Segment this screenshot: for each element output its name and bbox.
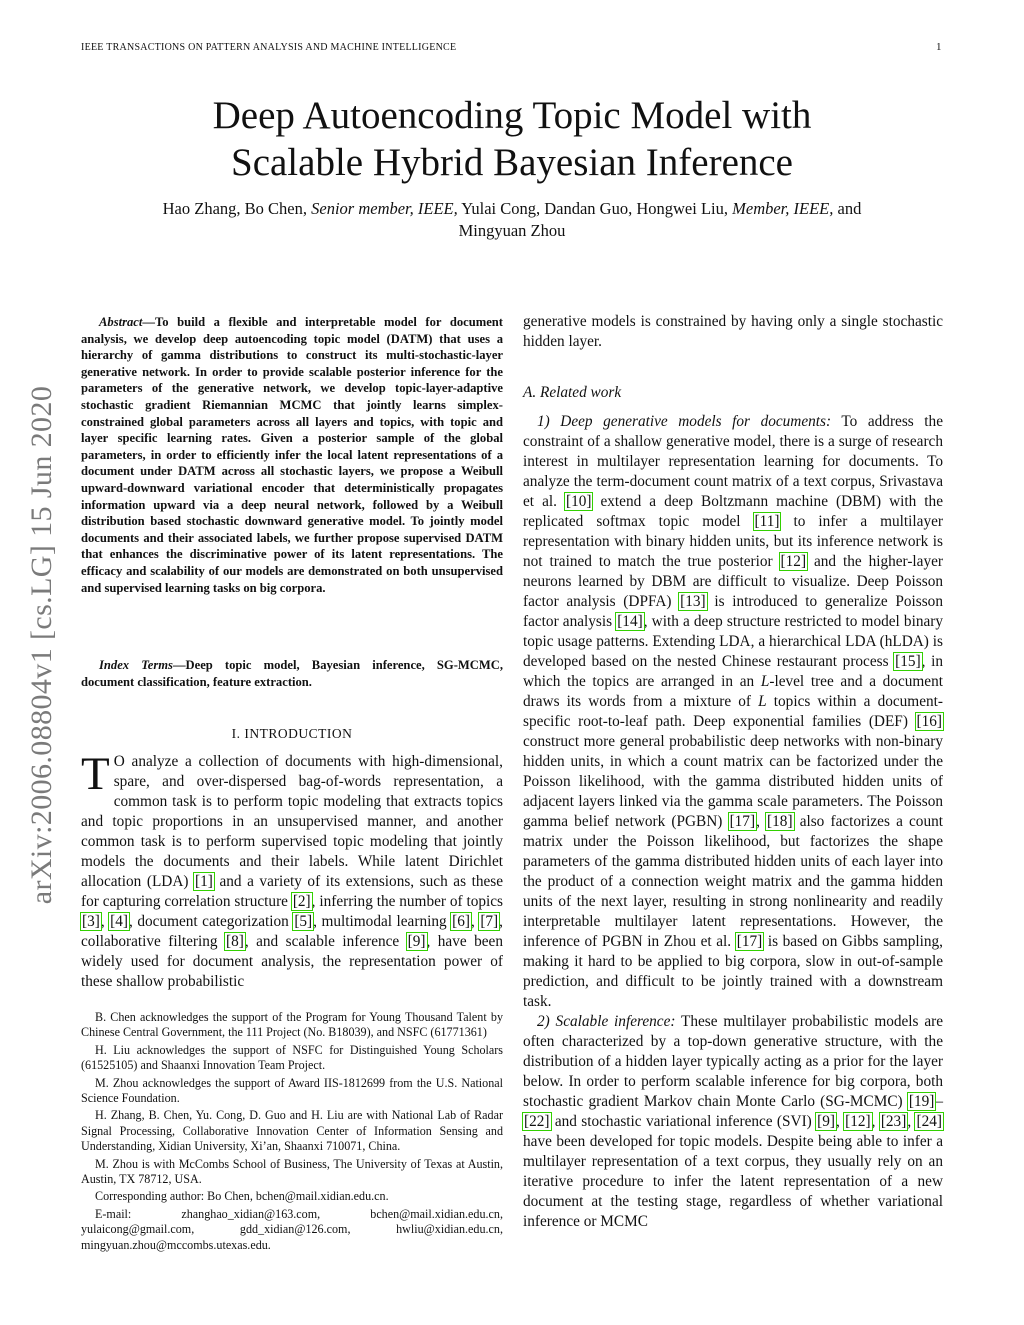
citation-link[interactable]: [12] bbox=[780, 553, 807, 570]
paper-title bbox=[0, 92, 1024, 186]
citation-link[interactable]: [14] bbox=[617, 613, 643, 630]
section-heading-introduction bbox=[81, 726, 503, 742]
email-label: E-mail: bbox=[95, 1206, 132, 1221]
email-address: yulaicong@gmail.com, bbox=[81, 1222, 195, 1237]
section-heading-initial: I bbox=[244, 726, 250, 741]
body-text: , with a deep structure restricted to model binary topic usage patterns. Extending LDA, a hierarchical LDA (hLDA) is developed based on the nested Chinese restaurant process bbox=[523, 613, 943, 670]
body-text: topics within a document-specific root-to-leaf path. Deep exponential families (DEF) bbox=[523, 693, 943, 730]
intro-text-3: , bbox=[100, 913, 110, 930]
body-text: To address the constraint of a shallow generative model, there is a surge of research interest in multilayer representation learning for documents. To analyze the term-document count matrix of a text corpus, Srivastava et al. bbox=[523, 413, 943, 510]
authors-part-1: Hao Zhang, Bo Chen, bbox=[162, 199, 312, 218]
body-text: have been developed for topic models. Despite being able to infer a multilayer representation of a text corpus, they usually rely on an iterative procedure to infer the latent representation of a new document at the testing stage, regardless of whether variational inference or MCMC bbox=[523, 1133, 943, 1230]
body-text: construct more general probabilistic deep networks with non-binary hidden units, in which a count matrix can be factorized under the Poisson likelihood, with the gamma distributed hidden units of adjacent layers linked via the gamma scale parameters. The Poisson gamma belief network (PGBN) bbox=[523, 733, 943, 830]
body-text: , bbox=[835, 1113, 845, 1130]
drop-cap: T bbox=[81, 748, 110, 800]
citation-link[interactable]: [9] bbox=[407, 933, 426, 950]
citation-link[interactable]: [9] bbox=[817, 1113, 835, 1130]
arxiv-identifier: arXiv:2006.08804v1 [cs.LG] 15 Jun 2020 bbox=[25, 385, 58, 905]
body-text: also factorizes a count matrix under the Poisson likelihood, but factorizes the shape parameters of the gamma distributed hidden units of each layer into the product of a connection weight matrix and the gamma hidden units of the next layer, resulting in strong nonlinearity and readily interpretable multilayer latent representations. However, the inference of PGBN in Zhou et al. bbox=[523, 813, 943, 950]
body-text: These multilayer probabilistic models are often characterized by a top-down generative structure, with the distribution of a hidden layer typically acting as a prior for the layer below. In order to perform scalable inference for big corpora, both stochastic gradient Markov chain Monte Carlo (SG-MCMC) bbox=[523, 1013, 943, 1110]
citation-link[interactable]: [19] bbox=[908, 1093, 935, 1110]
intro-text-2: , inferring the number of topics bbox=[311, 893, 503, 910]
abstract-text: —To build a flexible and interpretable model for document analysis, we develop deep autoencoding topic model (DATM) that uses a hierarchy of gamma distributions to construct its multi-stochastic-layer generative network. In order to provide scalable posterior inference for the parameters of the generative network, we develop topic-layer-adaptive stochastic gradient Riemannian MCMC that jointly learns simplex-constrained global parameters across all layers and topics, with topic and layer specific learning rates. Given a posterior sample of the global parameters, in order to efficiently infer the local latent representations of a document under DATM across all stochastic layers, we propose a Weibull upward-downward variational encoder that deterministically propagates information upward via a deep neural network, followed by a Weibull distribution based stochastic downward generative model. To jointly model documents and their associated labels, we further propose supervised DATM that enhances the discriminative power of its latent representations. The efficacy and scalability of our models are demonstrated on both unsupervised and supervised learning tasks on big corpora. bbox=[81, 315, 503, 595]
citation-link[interactable]: [22] bbox=[524, 1113, 550, 1130]
citation-link[interactable]: [3] bbox=[82, 913, 100, 930]
body-text: and stochastic variational inference (SVI) bbox=[550, 1113, 817, 1130]
citation-link[interactable]: [17] bbox=[729, 813, 756, 830]
body-text: extend a deep Boltzmann machine (DBM) with the replicated softmax topic model bbox=[523, 493, 943, 530]
intro-text-8: , and scalable inference bbox=[244, 933, 407, 950]
authors-part-2: Yulai Cong, Dandan Guo, Hongwei Liu, bbox=[457, 199, 733, 218]
email-block bbox=[81, 1207, 503, 1253]
footnote: H. Zhang, B. Chen, Yu. Cong, D. Guo and H. Liu are with National Lab of Radar Signal Processing, Collaborative Innovation Center of Information Sensing and Understanding, Xidian University, Xi’an, Shaanxi 710071, China. bbox=[81, 1108, 503, 1154]
footnote: M. Zhou acknowledges the support of Award IIS-1812699 from the U.S. National Science Foundation. bbox=[81, 1075, 503, 1106]
page-number: 1 bbox=[936, 41, 942, 53]
citation-link[interactable]: [6] bbox=[452, 913, 470, 930]
email-address: mingyuan.zhou@mccombs.utexas.edu. bbox=[81, 1237, 271, 1252]
related-work-body bbox=[523, 412, 943, 1232]
citation-link[interactable]: [16] bbox=[916, 713, 942, 730]
body-text: – bbox=[935, 1093, 943, 1110]
body-text: , bbox=[756, 813, 767, 830]
body-text: , bbox=[871, 1113, 880, 1130]
title-line-2: Scalable Hybrid Bayesian Inference bbox=[231, 141, 793, 184]
paragraph-scalable-inference bbox=[523, 1012, 943, 1232]
footnotes bbox=[81, 1010, 503, 1253]
paragraph-deep-generative-models bbox=[523, 412, 943, 1012]
title-line-1: Deep Autoencoding Topic Model with bbox=[212, 94, 812, 137]
paragraph-title: 1) Deep generative models for documents: bbox=[537, 413, 832, 430]
math-variable: L bbox=[758, 693, 767, 710]
body-text: , bbox=[907, 1113, 916, 1130]
running-head: IEEE TRANSACTIONS ON PATTERN ANALYSIS AND MACHINE INTELLIGENCE bbox=[81, 42, 457, 53]
email-address: zhanghao_xidian@163.com, bbox=[181, 1206, 321, 1221]
citation-link[interactable]: [1] bbox=[195, 873, 213, 890]
citation-link[interactable]: [4] bbox=[110, 913, 129, 930]
citation-link[interactable]: [12] bbox=[845, 1113, 871, 1130]
citation-link[interactable]: [18] bbox=[767, 813, 793, 830]
citation-link[interactable]: [24] bbox=[916, 1113, 942, 1130]
intro-text-9: , have been widely used for document analysis, the representation power of these shallow probabilistic bbox=[81, 933, 503, 990]
body-text: to infer a multilayer representation with binary hidden units, but its inference network is not trained to match the true posterior bbox=[523, 513, 944, 570]
footnote: B. Chen acknowledges the support of the Program for Young Thousand Talent by Chinese Central Government, the 111 Project (No. B18039), and NSFC (61771361) bbox=[81, 1010, 503, 1040]
body-text: is based on Gibbs sampling, making it hard to be applied to big corpora, slow in out-of-sample prediction, and difficult to be jointly trained with a downstream task. bbox=[523, 933, 943, 1010]
author-list bbox=[95, 198, 929, 242]
citation-link[interactable]: [8] bbox=[226, 933, 244, 950]
citation-link[interactable]: [17] bbox=[736, 933, 763, 950]
intro-text-4: , document categorization bbox=[129, 913, 294, 930]
authors-affil-2: Member, IEEE, bbox=[732, 199, 834, 218]
subsection-heading-related-work: A. Related work bbox=[523, 384, 622, 401]
citation-link[interactable]: [7] bbox=[480, 913, 499, 930]
intro-text-5: , multimodal learning bbox=[313, 913, 452, 930]
math-variable: L bbox=[760, 673, 770, 690]
authors-last: Mingyuan Zhou bbox=[458, 221, 566, 240]
citation-link[interactable]: [15] bbox=[895, 653, 921, 670]
intro-paragraph bbox=[81, 748, 503, 992]
email-address: hwliu@xidian.edu.cn, bbox=[396, 1222, 503, 1237]
citation-link[interactable]: [10] bbox=[565, 493, 592, 510]
paragraph-title: 2) Scalable inference: bbox=[537, 1013, 676, 1030]
abstract bbox=[81, 314, 503, 596]
intro-text-7: , collaborative filtering bbox=[81, 913, 503, 950]
section-heading-rest: NTRODUCTION bbox=[249, 726, 353, 741]
email-address: gdd_xidian@126.com, bbox=[239, 1222, 351, 1237]
authors-affil-1: Senior member, IEEE, bbox=[311, 199, 458, 218]
citation-link[interactable]: [23] bbox=[880, 1113, 907, 1130]
continued-paragraph: generative models is constrained by having only a single stochastic hidden layer. bbox=[523, 313, 943, 350]
citation-link[interactable]: [13] bbox=[680, 593, 706, 610]
email-address: bchen@mail.xidian.edu.cn, bbox=[370, 1206, 503, 1221]
authors-part-3: and bbox=[833, 199, 862, 218]
body-text: , in which the topics are arranged in an bbox=[523, 653, 944, 690]
body-text: -level tree and a document draws its words from a mixture of bbox=[523, 673, 943, 710]
body-text: is introduced to generalize Poisson factor analysis bbox=[523, 593, 943, 630]
intro-text-6: , bbox=[470, 913, 480, 930]
footnote: H. Liu acknowledges the support of NSFC for Distinguished Young Scholars (61525105) and Shaanxi Innovation Team Project. bbox=[81, 1042, 503, 1073]
footnote: Corresponding author: Bo Chen, bchen@mail.xidian.edu.cn. bbox=[95, 1189, 389, 1204]
abstract-label: Abstract bbox=[99, 315, 143, 329]
intro-text-1: and a variety of its extensions, such as these for capturing correlation structure bbox=[81, 873, 503, 910]
index-terms bbox=[81, 657, 503, 690]
citation-link[interactable]: [11] bbox=[754, 513, 780, 530]
index-terms-label: Index Terms bbox=[99, 658, 173, 672]
citation-link[interactable]: [5] bbox=[294, 913, 313, 930]
section-number: I. bbox=[231, 726, 241, 741]
body-text: and the higher-layer neurons learned by DBM are difficult to visualize. Deep Poisson factor analysis (DPFA) bbox=[523, 553, 944, 610]
index-terms-text: —Deep topic model, Bayesian inference, SG-MCMC, document classification, feature extraction. bbox=[81, 658, 503, 689]
intro-text-0: O analyze a collection of documents with high-dimensional, spare, and over-dispersed bag-of-words representation, a common task is to perform topic modeling that extracts topics and topic proportions in an unsupervised manner, and another common task is to perform supervised topic modeling that jointly models the documents and their labels. While latent Dirichlet allocation (LDA) bbox=[81, 753, 503, 890]
footnote: M. Zhou is with McCombs School of Business, The University of Texas at Austin, Austin, TX 78712, USA. bbox=[81, 1156, 503, 1187]
citation-link[interactable]: [2] bbox=[292, 893, 311, 910]
